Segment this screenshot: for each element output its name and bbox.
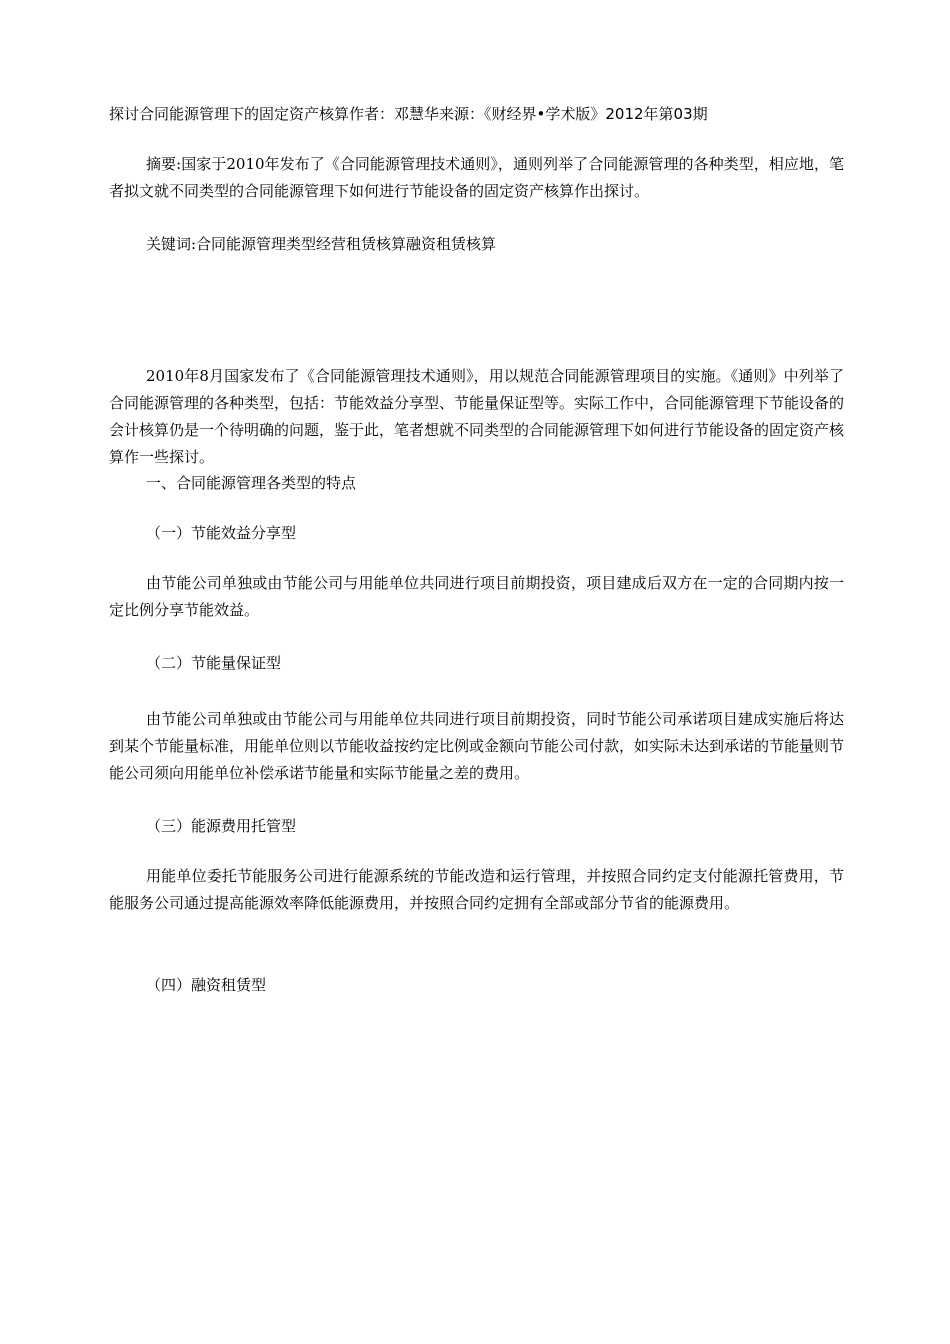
subsection-heading-4: （四）融资租赁型 [146,976,267,994]
section-heading-1: 一、合同能源管理各类型的特点 [146,474,357,492]
subsection-heading-3: （三）能源费用托管型 [146,817,297,835]
intro-paragraph: 2010年8月国家发布了《合同能源管理技术通则》，用以规范合同能源管理项目的实施。《通则》中列举了合同能源管理的各种类型，包括：节能效益分享型、节能量保证型等。实际工作中，合同能源管理下节能设备的会计核算仍是一个待明确的问题，鉴于此，笔者想就不同类型的合同能源管理下如何进行节能设备的固定资产核算作一些探讨。 [109,367,845,466]
subsection-heading-1: （一）节能效益分享型 [146,524,297,542]
keywords-paragraph: 关键词:合同能源管理类型经营租赁核算融资租赁核算 [146,235,497,253]
abstract-paragraph: 摘要:国家于2010年发布了《合同能源管理技术通则》，通则列举了合同能源管理的各种类型，相应地，笔者拟文就不同类型的合同能源管理下如何进行节能设备的固定资产核算作出探讨。 [109,155,844,200]
article-title-line: 探讨合同能源管理下的固定资产核算作者：邓慧华来源：《财经界•学术版》2012年第03期 [109,105,708,123]
subsection-body-2: 由节能公司单独或由节能公司与用能单位共同进行项目前期投资，同时节能公司承诺项目建成实施后将达到某个节能量标准，用能单位则以节能收益按约定比例或金额向节能公司付款，如实际未达到承诺的节能量则节能公司须向用能单位补偿承诺节能量和实际节能量之差的费用。 [109,710,845,782]
subsection-body-3: 用能单位委托节能服务公司进行能源系统的节能改造和运行管理，并按照合同约定支付能源托管费用，节能服务公司通过提高能源效率降低能源费用，并按照合同约定拥有全部或部分节省的能源费用。 [109,867,844,912]
subsection-heading-2: （二）节能量保证型 [146,654,282,672]
subsection-body-1: 由节能公司单独或由节能公司与用能单位共同进行项目前期投资，项目建成后双方在一定的合同期内按一定比例分享节能效益。 [109,574,844,619]
